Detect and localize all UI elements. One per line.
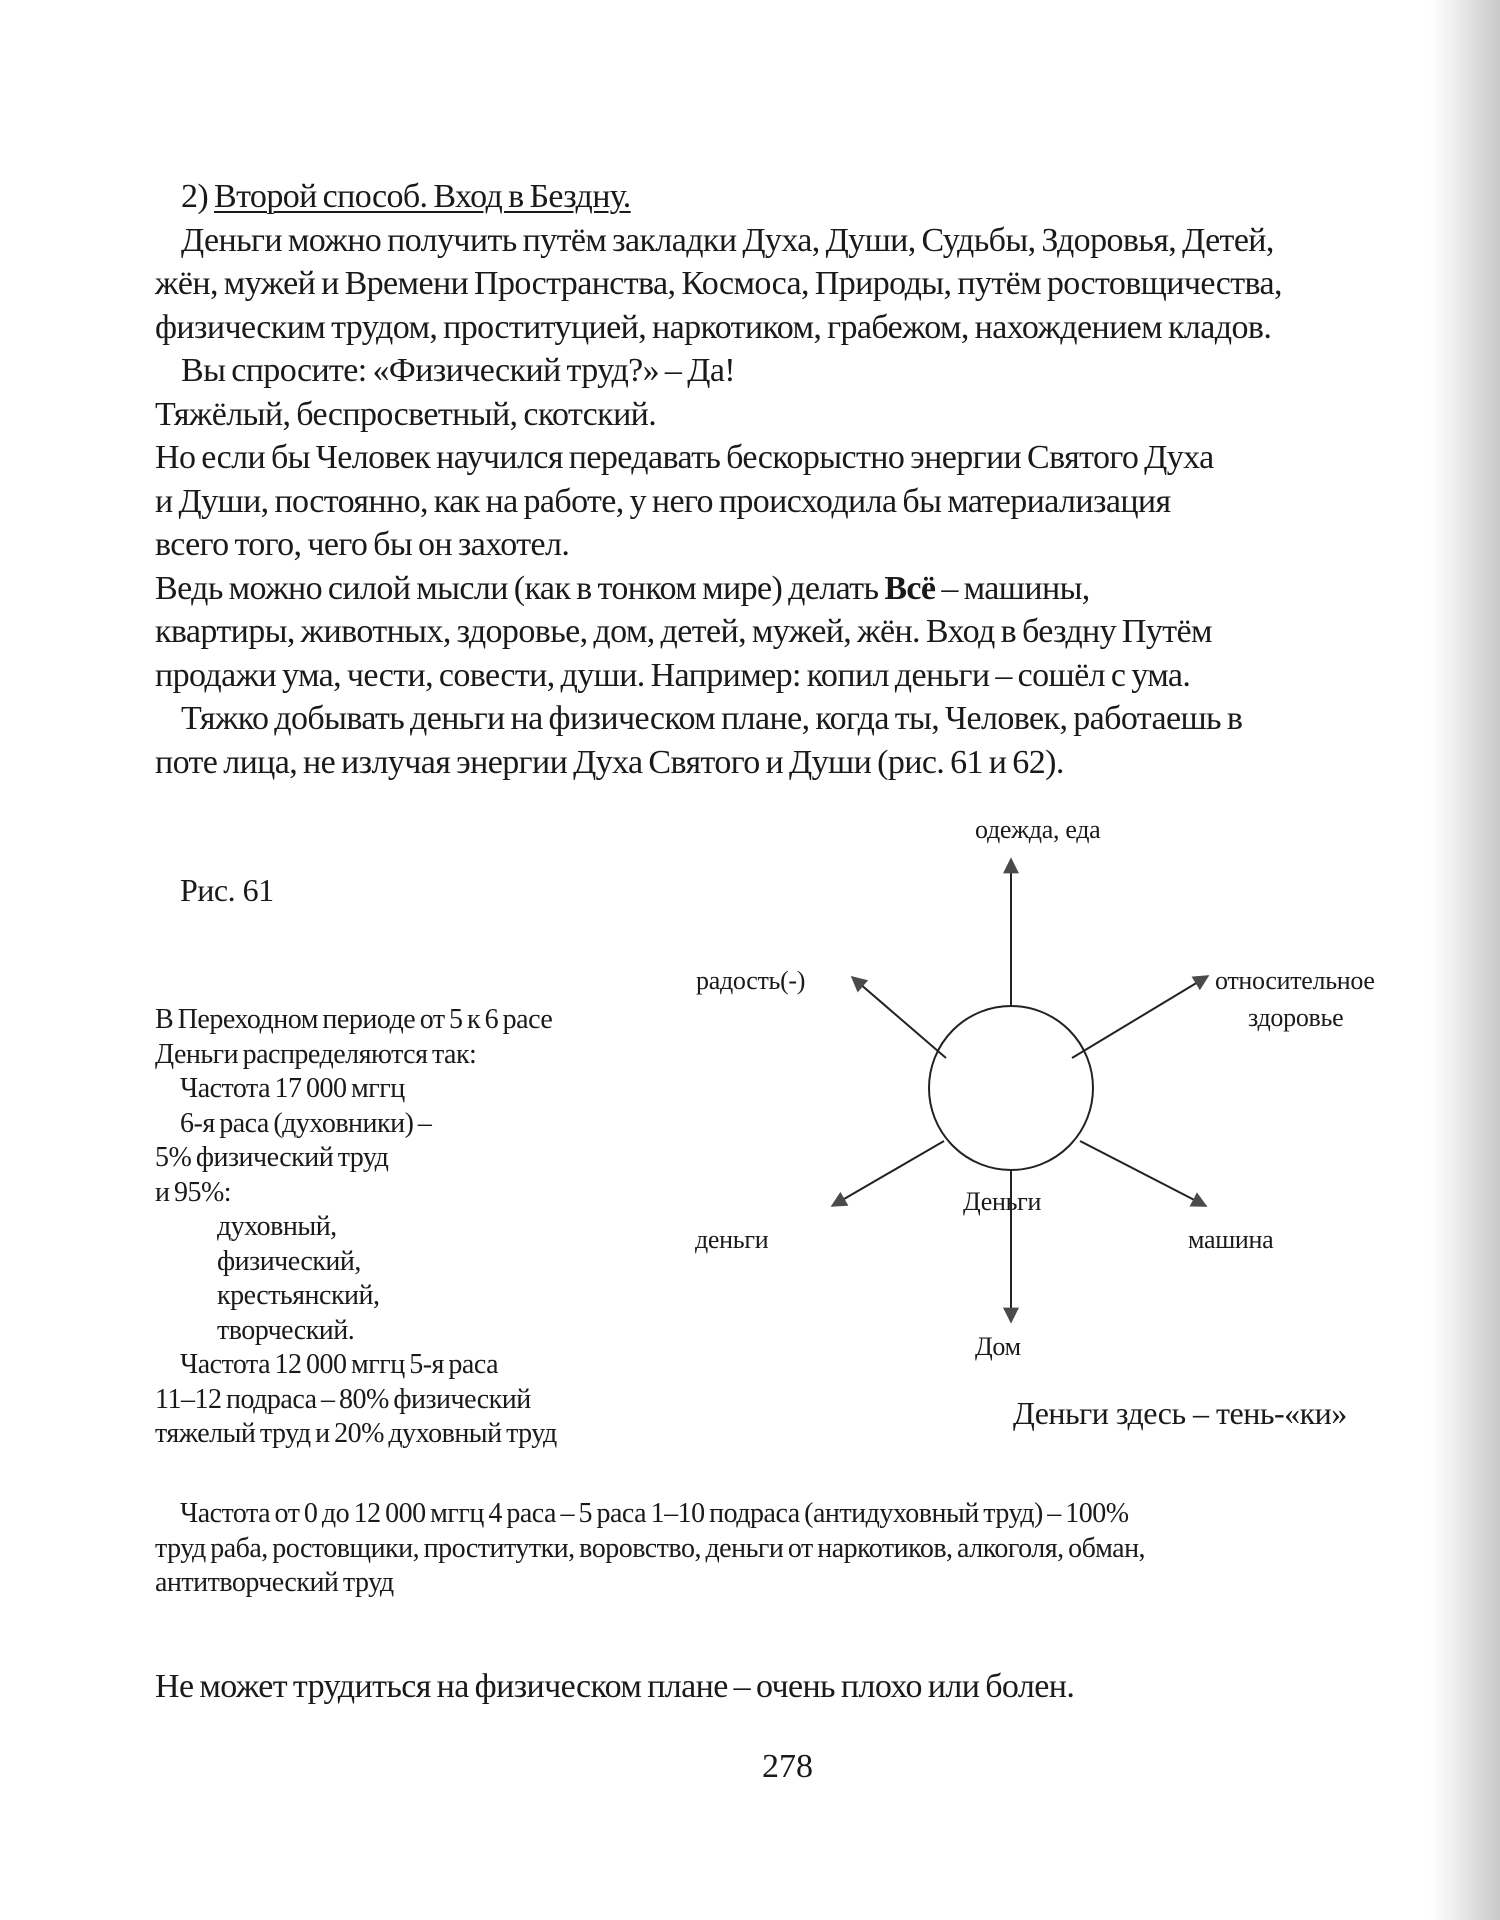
closing-sentence: Не может трудиться на физическом плане – очень плохо или болен. (155, 1668, 1075, 1705)
emphasis-word: Всё (884, 569, 936, 607)
paragraph-line: квартиры, животных, здоровье, дом, детей, мужей, жён. Вход в бездну Путём (155, 613, 1212, 650)
arrow-lower-right (1080, 1141, 1206, 1206)
figure-text-line: Частота от 0 до 12 000 мггц 4 раса – 5 раса 1–10 подраса (антидуховный труд) – 100% (180, 1498, 1129, 1529)
figure-text-line: физический, (217, 1245, 361, 1277)
arrow-upper-right (1072, 976, 1208, 1058)
figure-bottom-text (155, 1497, 1145, 1601)
paragraph-line: Тяжёлый, беспросветный, скотский. (155, 395, 657, 433)
figure-text-line: 11–12 подраса – 80% физический (155, 1383, 531, 1415)
label-money: деньги (695, 1225, 769, 1254)
section-heading: 2) Второй способ. Вход в Бездну. (181, 178, 631, 215)
paragraph-line: Ведь можно силой мысли (как в тонком мире) делать Всё – машины, (155, 569, 1090, 607)
center-circle (929, 1006, 1093, 1170)
figure-text-line: В Переходном периоде от 5 к 6 расе (155, 1004, 553, 1035)
paragraph-line: продажи ума, чести, совести, души. Например: копил деньги – сошёл с ума. (155, 656, 1191, 694)
paragraph-line: всего того, чего бы он захотел. (155, 526, 570, 563)
figure-text-line: 6-я раса (духовники) – (180, 1107, 432, 1139)
figure-text-line: Частота 12 000 мггц 5-я раса (180, 1349, 499, 1380)
label-house: Дом (975, 1332, 1021, 1361)
main-text-block (155, 175, 1445, 784)
paragraph-line: Деньги можно получить путём закладки Духа, Души, Судьбы, Здоровья, Детей, (181, 221, 1274, 259)
paragraph-line: жён, мужей и Времени Пространства, Космоса, Природы, путём ростовщичества, (155, 265, 1282, 302)
figure-text-line: 5% физический труд (155, 1142, 389, 1173)
figure-text-line: творческий. (217, 1314, 355, 1346)
figure-text-line: тяжелый труд и 20% духовный труд (155, 1418, 557, 1449)
label-clothes-food: одежда, еда (975, 815, 1101, 844)
figure-left-text (155, 1003, 557, 1452)
figure-text-line: духовный, (217, 1211, 337, 1242)
label-relative: относительное (1215, 966, 1375, 995)
paragraph-line: Тяжко добывать деньги на физическом плане, когда ты, Человек, работаешь в (181, 700, 1243, 737)
figure-text-line: труд раба, ростовщики, проститутки, воровство, деньги от наркотиков, алкоголя, обман, (155, 1532, 1146, 1564)
label-car: машина (1188, 1225, 1274, 1254)
figure-label: Рис. 61 (180, 872, 274, 908)
paragraph-line: и Души, постоянно, как на работе, у него происходила бы материализация (155, 482, 1171, 520)
paragraph-line: физическим трудом, проституцией, наркотиком, грабежом, нахождением кладов. (155, 308, 1272, 346)
figure-text-line: Частота 17 000 мггц (180, 1073, 405, 1104)
figure-text-line: и 95%: (155, 1176, 232, 1208)
label-center-money: Деньги (963, 1187, 1042, 1216)
figure-text-line: антитворческий труд (155, 1567, 394, 1598)
figure-caption: Деньги здесь – тень-«ки» (1013, 1395, 1347, 1431)
arrow-lower-left (832, 1141, 944, 1206)
paragraph-line: Но если бы Человек научился передавать бескорыстно энергии Святого Духа (155, 439, 1214, 476)
page-number: 278 (762, 1748, 813, 1785)
paragraph-line: Вы спросите: «Физический труд?» – Да! (181, 352, 736, 389)
figure-text-line: Деньги распределяются так: (155, 1038, 477, 1070)
label-joy: радость(-) (696, 966, 806, 995)
arrow-upper-left (852, 977, 946, 1058)
section-heading-title: Второй способ. Вход в Бездну. (214, 178, 631, 215)
label-health: здоровье (1248, 1003, 1344, 1032)
paragraph-line: поте лица, не излучая энергии Духа Святого и Души (рис. 61 и 62). (155, 743, 1064, 781)
figure-text-line: крестьянский, (217, 1280, 380, 1311)
